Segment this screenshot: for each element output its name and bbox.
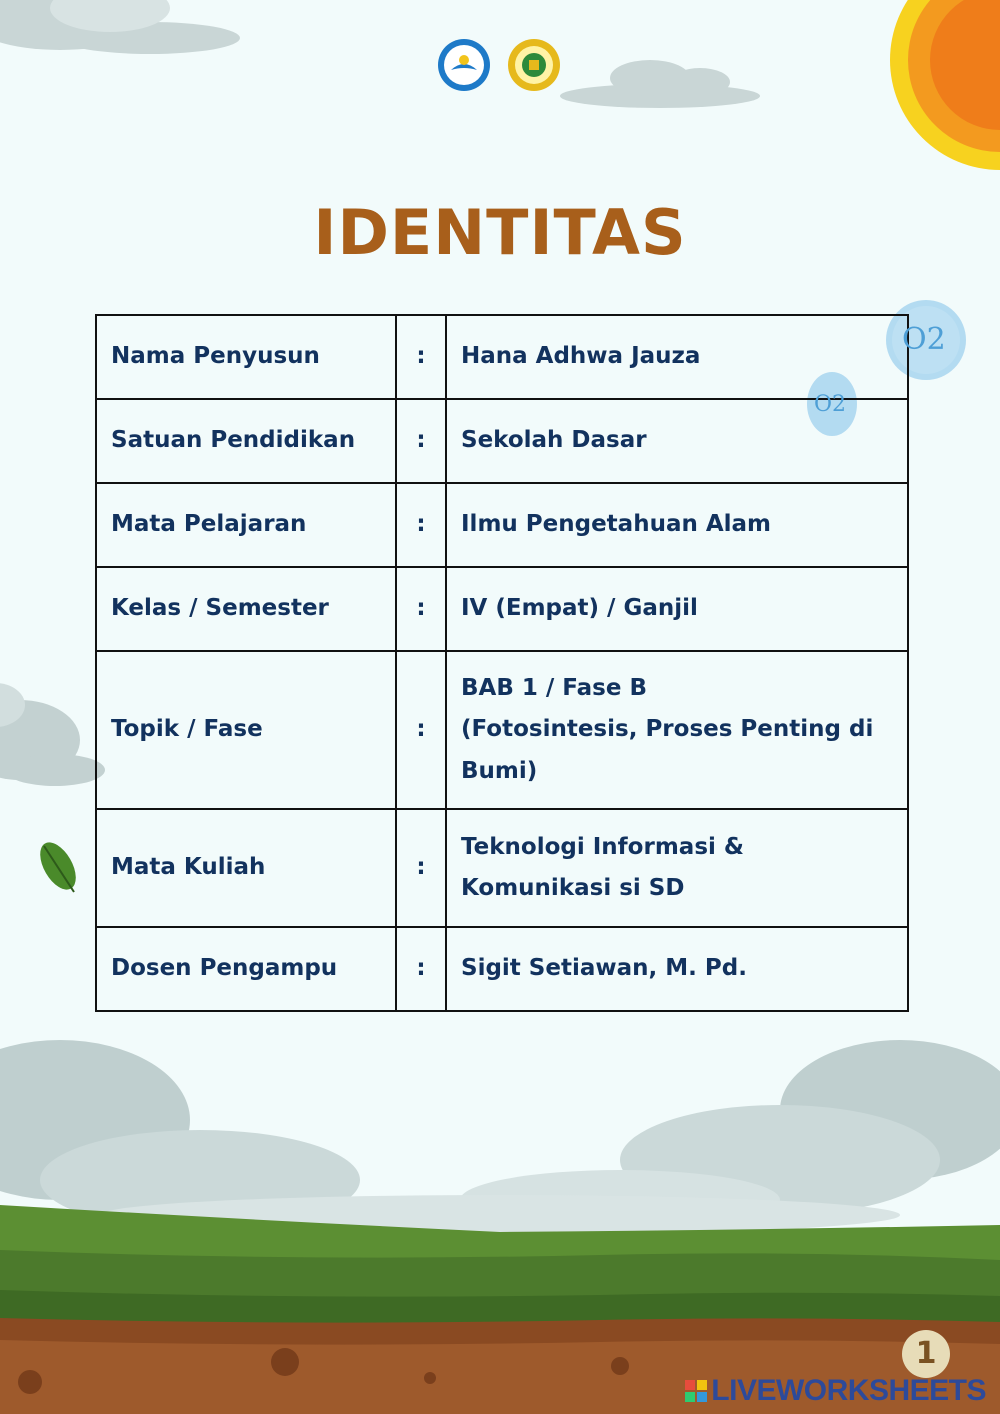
table-row <box>96 927 908 1011</box>
row-separator: : <box>396 567 446 651</box>
cloud-left-middle <box>0 683 105 786</box>
oxygen-bubble-label: O2 <box>902 322 946 357</box>
row-value <box>446 651 908 809</box>
row-value: Sigit Setiawan, M. Pd. <box>446 927 908 1011</box>
page-number-badge: 1 <box>902 1330 950 1378</box>
sun <box>890 0 1000 170</box>
row-separator: : <box>396 809 446 927</box>
row-separator: : <box>396 399 446 483</box>
table-row <box>96 651 908 809</box>
row-label: Topik / Fase <box>96 651 396 809</box>
leaf-decoration <box>33 836 83 895</box>
cloud-top-left <box>0 0 240 54</box>
row-label: Kelas / Semester <box>96 567 396 651</box>
row-value: Hana Adhwa Jauza <box>446 315 908 399</box>
row-label: Satuan Pendidikan <box>96 399 396 483</box>
table-row <box>96 315 908 399</box>
header-logos <box>437 38 561 92</box>
page-title: IDENTITAS <box>313 196 687 269</box>
identity-table <box>95 314 909 1012</box>
row-value-line: (Fotosintesis, Proses Penting di Bumi) <box>461 716 874 784</box>
row-separator: : <box>396 651 446 809</box>
table-row <box>96 399 908 483</box>
table-row <box>96 567 908 651</box>
row-value: Teknologi Informasi & Komunikasi si SD <box>446 809 908 927</box>
row-value: Sekolah Dasar <box>446 399 908 483</box>
row-label: Mata Kuliah <box>96 809 396 927</box>
university-seal-logo <box>507 38 561 92</box>
liveworksheets-icon <box>685 1380 707 1402</box>
watermark <box>685 1374 986 1408</box>
row-value-line: BAB 1 / Fase B <box>461 674 647 701</box>
cloud-top-middle <box>560 60 760 108</box>
row-label: Nama Penyusun <box>96 315 396 399</box>
kemendikbud-logo <box>437 38 491 92</box>
watermark-text: LIVEWORKSHEETS <box>711 1374 986 1407</box>
row-label: Dosen Pengampu <box>96 927 396 1011</box>
row-value: IV (Empat) / Ganjil <box>446 567 908 651</box>
table-row <box>96 483 908 567</box>
row-value: Ilmu Pengetahuan Alam <box>446 483 908 567</box>
row-separator: : <box>396 483 446 567</box>
row-separator: : <box>396 315 446 399</box>
row-label: Mata Pelajaran <box>96 483 396 567</box>
oxygen-bubble-label: O2 <box>814 392 847 417</box>
clouds-bottom <box>0 1040 1000 1235</box>
row-separator: : <box>396 927 446 1011</box>
table-row <box>96 809 908 927</box>
